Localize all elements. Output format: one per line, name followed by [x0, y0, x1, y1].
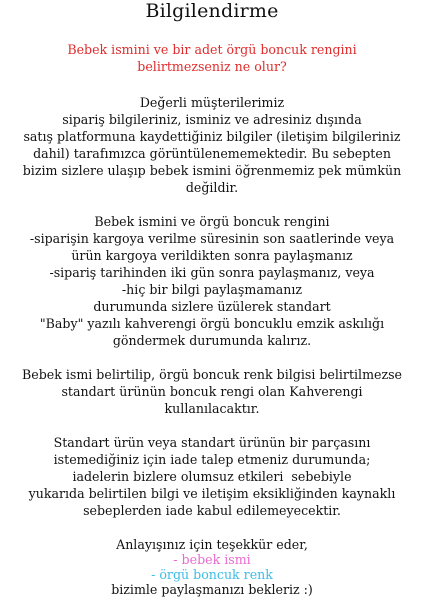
- paragraph-line: satış platformuna kaydettiğiniz bilgiler (iletişim bilgileriniz: [23, 129, 401, 144]
- paragraph-line: iadelerin bizlere olumsuz etkileri sebebiyle: [72, 469, 352, 484]
- paragraph-line: yukarıda belirtilen bilgi ve iletişim eksikliğinden kaynaklı: [28, 486, 396, 501]
- paragraph-line: dahil) tarafımızca görüntülenememektedir. Bu sebepten: [33, 146, 391, 161]
- paragraph-line: standart ürünün boncuk rengi olan Kahverengi: [61, 384, 363, 399]
- paragraph-line: sebeplerden iade kabul edilemeyecektir.: [83, 503, 341, 518]
- paragraph-line: -siparişin kargoya verilme süresinin son saatlerinde veya: [29, 231, 395, 246]
- paragraph-line: Değerli müşterilerimiz: [139, 95, 285, 110]
- paragraph-line: ürün kargoya verildikten sonra paylaşmanız: [71, 248, 353, 263]
- paragraph-line: "Baby" yazılı kahverengi örgü boncuklu emzik askılığı: [39, 316, 385, 331]
- question-line: belirtmezseniz ne olur?: [137, 59, 287, 74]
- paragraph-line: göndermek durumunda kalırız.: [112, 333, 312, 348]
- closing-item-bead-color: - örgü boncuk renk: [151, 567, 273, 582]
- paragraph-line: kullanılacaktır.: [164, 401, 260, 416]
- closing-item-baby-name: - bebek ismi: [173, 552, 251, 567]
- paragraph-line: istemediğiniz için iade talep etmeniz durumunda;: [53, 452, 371, 467]
- paragraph-line: sipariş bilgileriniz, isminiz ve adresiniz dışında: [62, 112, 362, 127]
- paragraph-line: Bebek ismi belirtilip, örgü boncuk renk bilgisi belirtilmezse: [21, 367, 403, 382]
- closing-request: bizimle paylaşmanızı bekleriz :): [111, 582, 313, 597]
- paragraph-line: Bebek ismini ve örgü boncuk rengini: [94, 214, 330, 229]
- paragraph-line: -hiç bir bilgi paylaşmamanız: [121, 282, 303, 297]
- closing-thanks: Anlayışınız için teşekkür eder,: [116, 537, 308, 552]
- paragraph-line: durumunda sizlere üzülerek standart: [93, 299, 331, 314]
- page-title: Bilgilendirme: [145, 0, 279, 22]
- paragraph-line: değildir.: [185, 180, 239, 195]
- question-line: Bebek ismini ve bir adet örgü boncuk rengini: [67, 42, 357, 57]
- paragraph-line: bizim sizlere ulaşıp bebek ismini öğrenmemiz pek mümkün: [22, 163, 402, 178]
- paragraph-line: -sipariş tarihinden iki gün sonra paylaşmanız, veya: [49, 265, 375, 280]
- paragraph-line: Standart ürün veya standart ürünün bir parçasını: [53, 435, 371, 450]
